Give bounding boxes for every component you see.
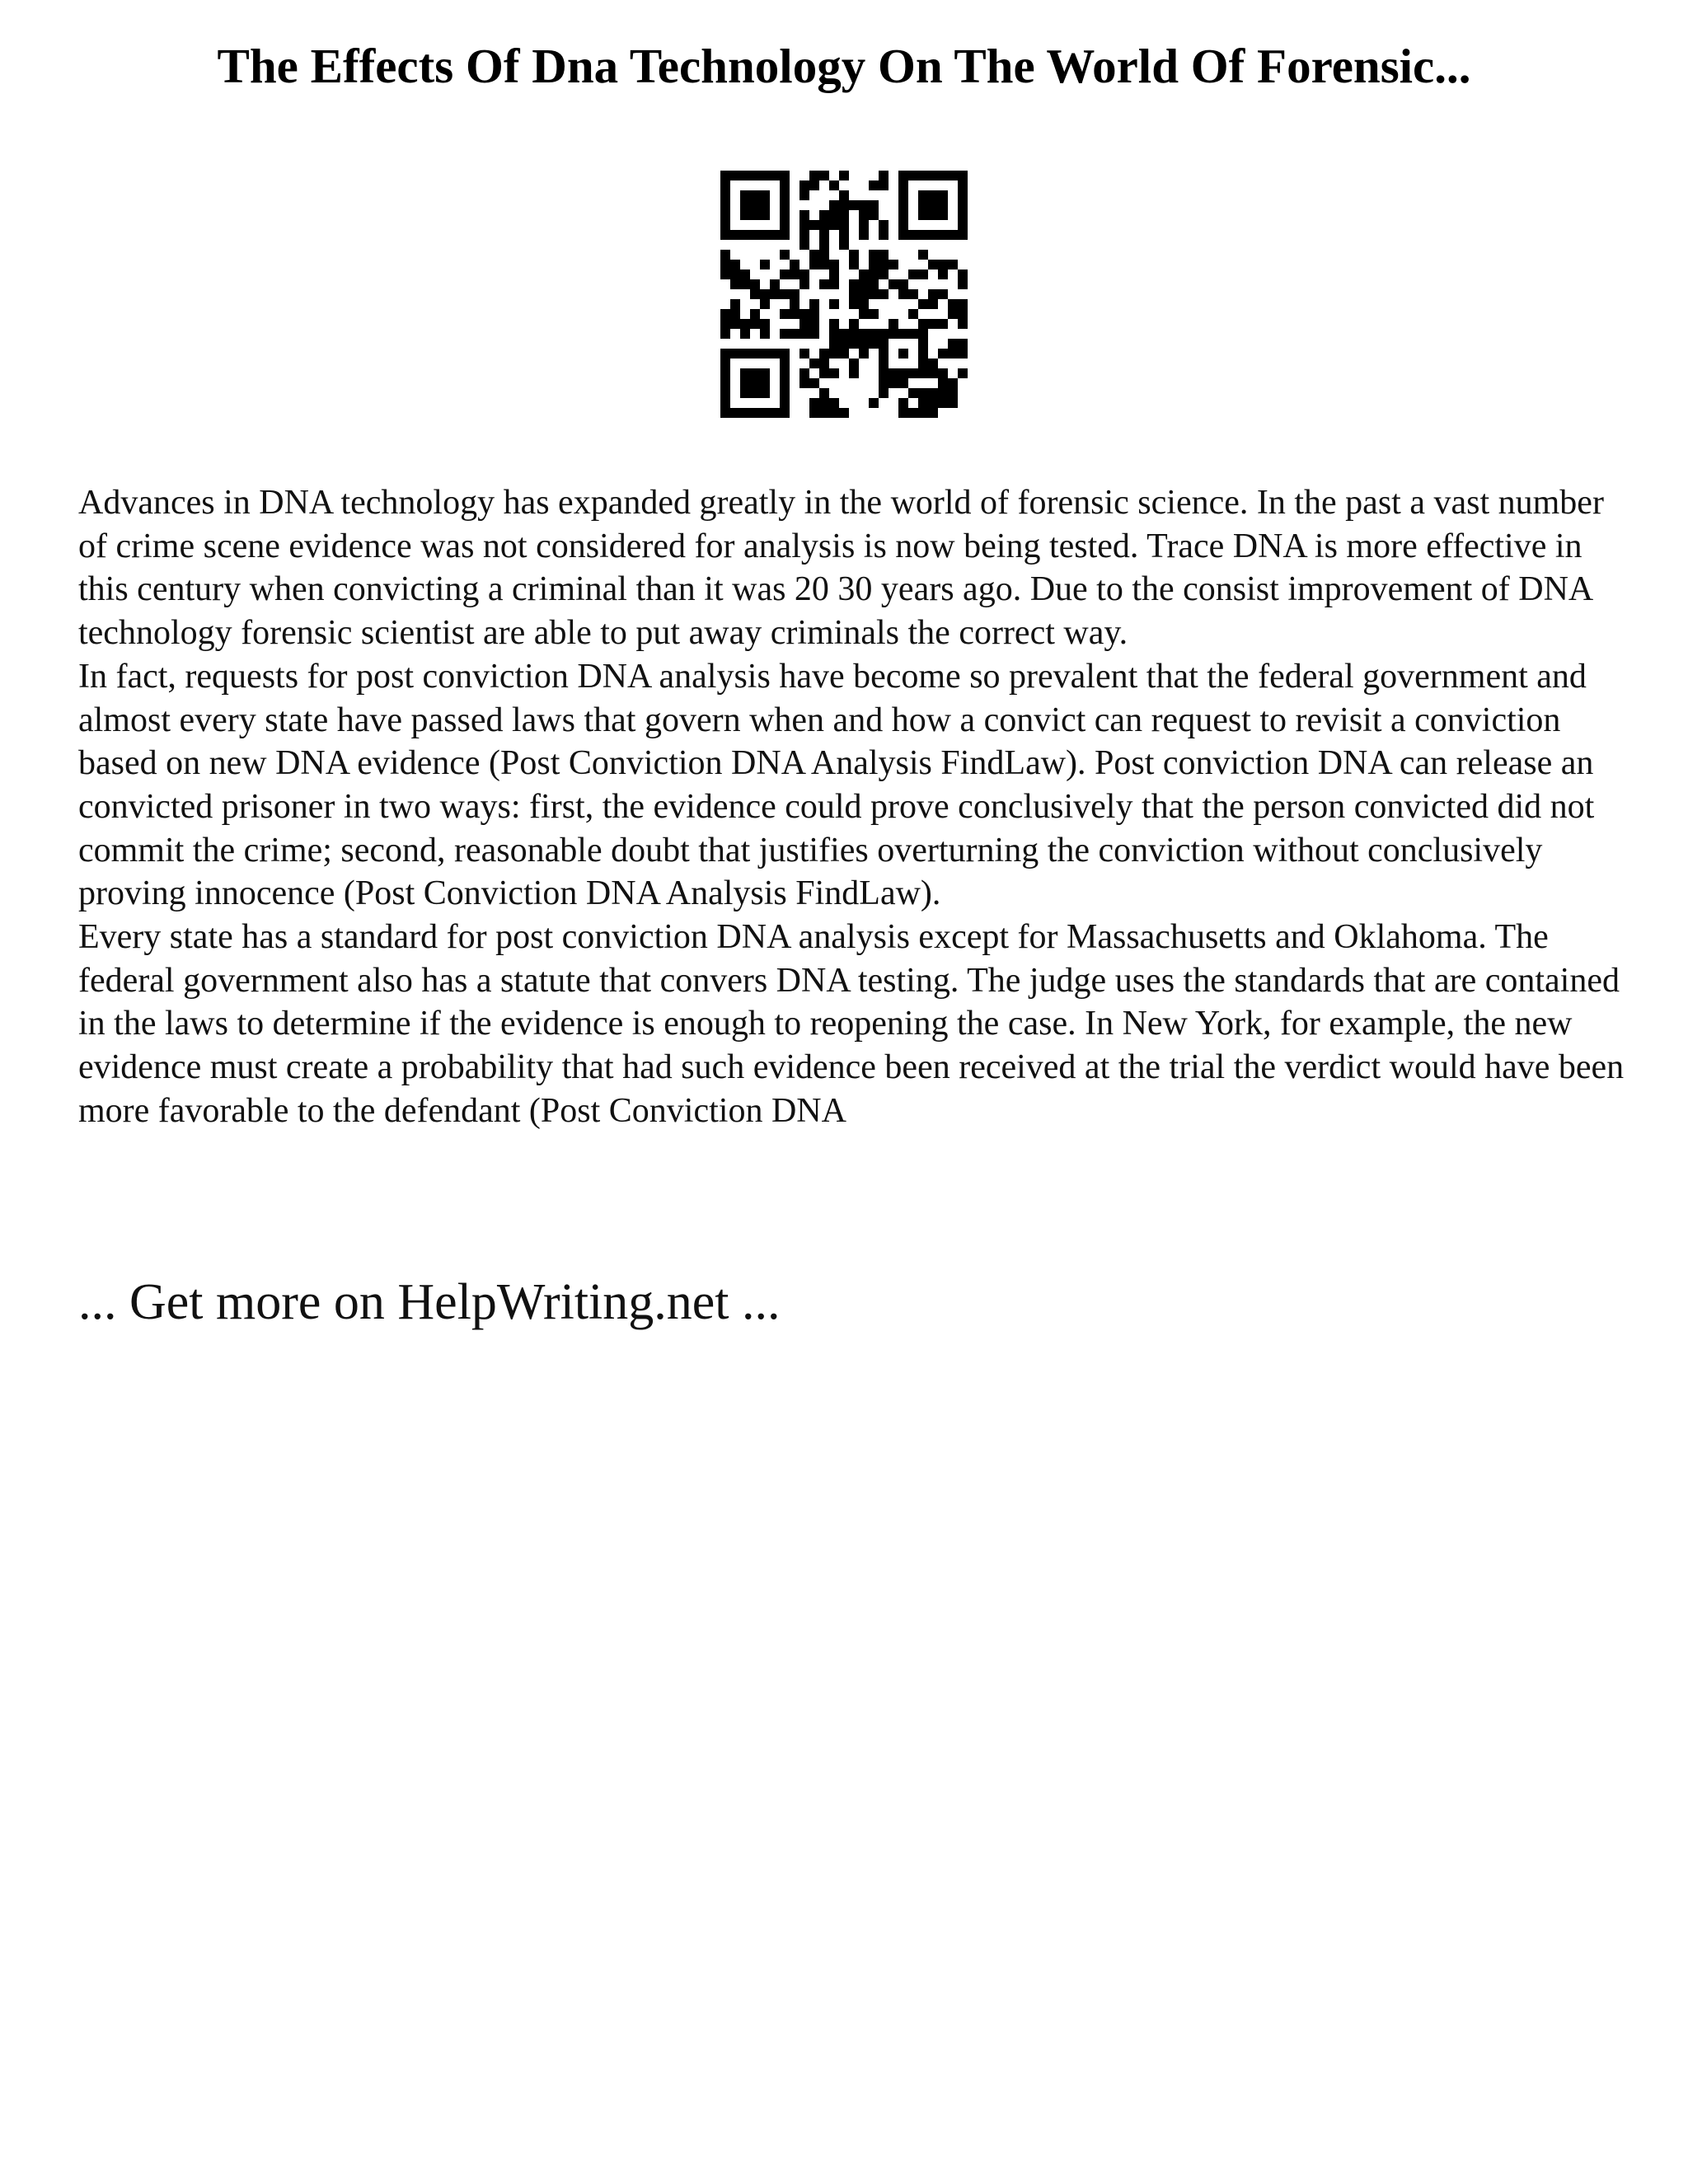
qr-code-icon (720, 171, 968, 418)
paragraph: Every state has a standard for post conviction DNA analysis except for Massachusetts and Oklahoma. The federal government also has a statute that convers DNA testing. The judge uses the standards that are contained in the laws to determine if the evidence is enough to reopening the case. In New York, for example, the new evidence must create a probability that had such evidence been received at the trial the verdict would have been more favorable to the defendant (Post Conviction DNA (78, 918, 1625, 1130)
paragraph: Advances in DNA technology has expanded greatly in the world of forensic science. In the past a vast number of crime scene evidence was not considered for analysis is now being tested. Trace DNA is more effective in this century when convicting a criminal than it was 20 30 years ago. Due to the consist improvement of DNA technology forensic scientist are able to put away criminals the correct way. (78, 484, 1604, 653)
helpwriting-link[interactable]: ... Get more on HelpWriting.net ... (78, 1274, 781, 1330)
paragraph: In fact, requests for post conviction DNA analysis have become so prevalent that the federal government and almost every state have passed laws that govern when and how a convict can request to revisit a conviction based on new DNA evidence (Post Conviction DNA Analysis FindLaw). Post conviction DNA can release an convicted prisoner in two ways: first, the evidence could prove conclusively that the person convicted did not commit the crime; second, reasonable doubt that justifies overturning the conviction without conclusively proving innocence (Post Conviction DNA Analysis FindLaw). (78, 657, 1595, 913)
document-title: The Effects Of Dna Technology On The World Of Forensic... (217, 39, 1471, 93)
document-body (78, 481, 1628, 1133)
